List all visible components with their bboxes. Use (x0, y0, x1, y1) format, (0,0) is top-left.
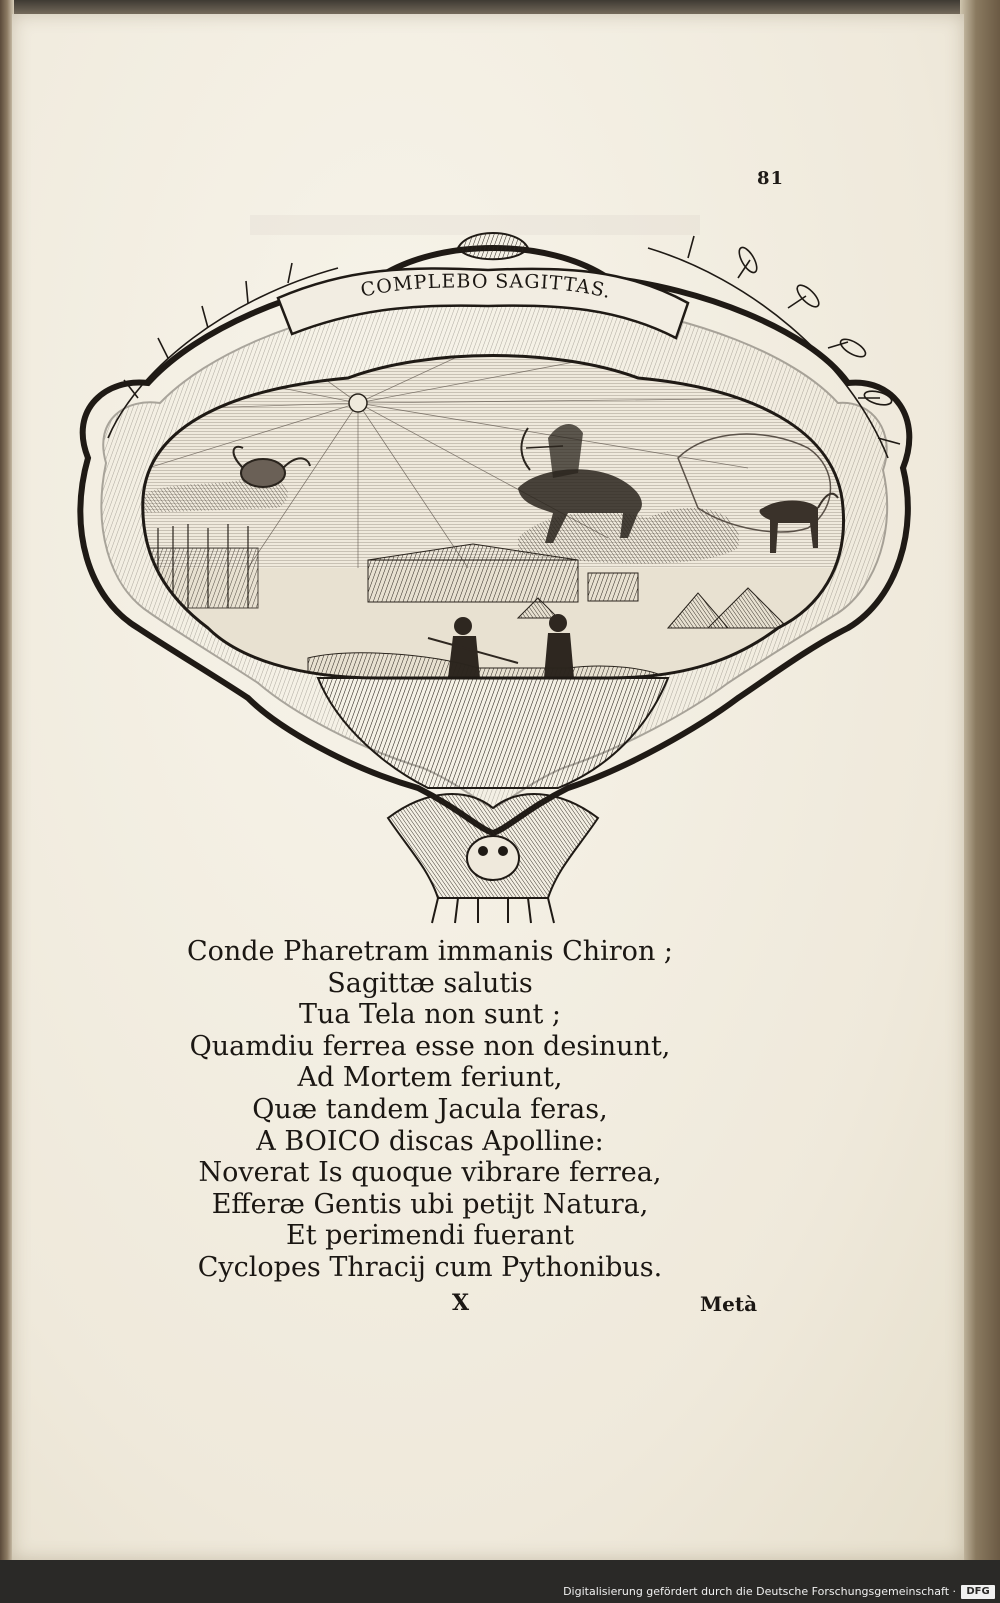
signature-mark: X (452, 1290, 470, 1316)
catchword: Metà (700, 1292, 758, 1316)
footer-credit: Digitalisierung gefördert durch die Deutsche Forschungsgemeinschaft · (563, 1585, 956, 1598)
poem-line: Conde Pharetram immanis Chiron ; (186, 936, 674, 967)
poem-line: Efferæ Gentis ubi petijt Natura, (211, 1188, 649, 1220)
poem-line: A BOICO discas Apolline: (256, 1125, 604, 1157)
poem-line: Quamdiu ferrea esse non desinunt, (189, 1030, 671, 1062)
page-number: 81 (757, 168, 785, 189)
dfg-logo-icon[interactable]: DFG (961, 1585, 995, 1599)
book-right-edge (960, 0, 1000, 1560)
sun (349, 394, 367, 412)
grotesque-mask (388, 794, 598, 923)
poem-line: Cyclopes Thracij cum Pythonibus. (197, 1251, 663, 1283)
poem-text (0, 936, 860, 1284)
shell-ornament (458, 233, 528, 259)
poem-line: Sagittæ salutis (327, 967, 533, 999)
poem-line: Et perimendi fuerant (285, 1220, 575, 1252)
poem-line: Ad Mortem feriunt, (297, 1062, 563, 1094)
engraving-cartouche (48, 208, 938, 928)
poem-line: Noverat Is quoque vibrare ferrea, (198, 1157, 662, 1189)
poem-line: Quæ tandem Jacula feras, (252, 1093, 608, 1125)
poem-line: Tua Tela non sunt ; (298, 999, 562, 1031)
motto-text: COMPLEBO SAGITTAS. (358, 270, 614, 304)
